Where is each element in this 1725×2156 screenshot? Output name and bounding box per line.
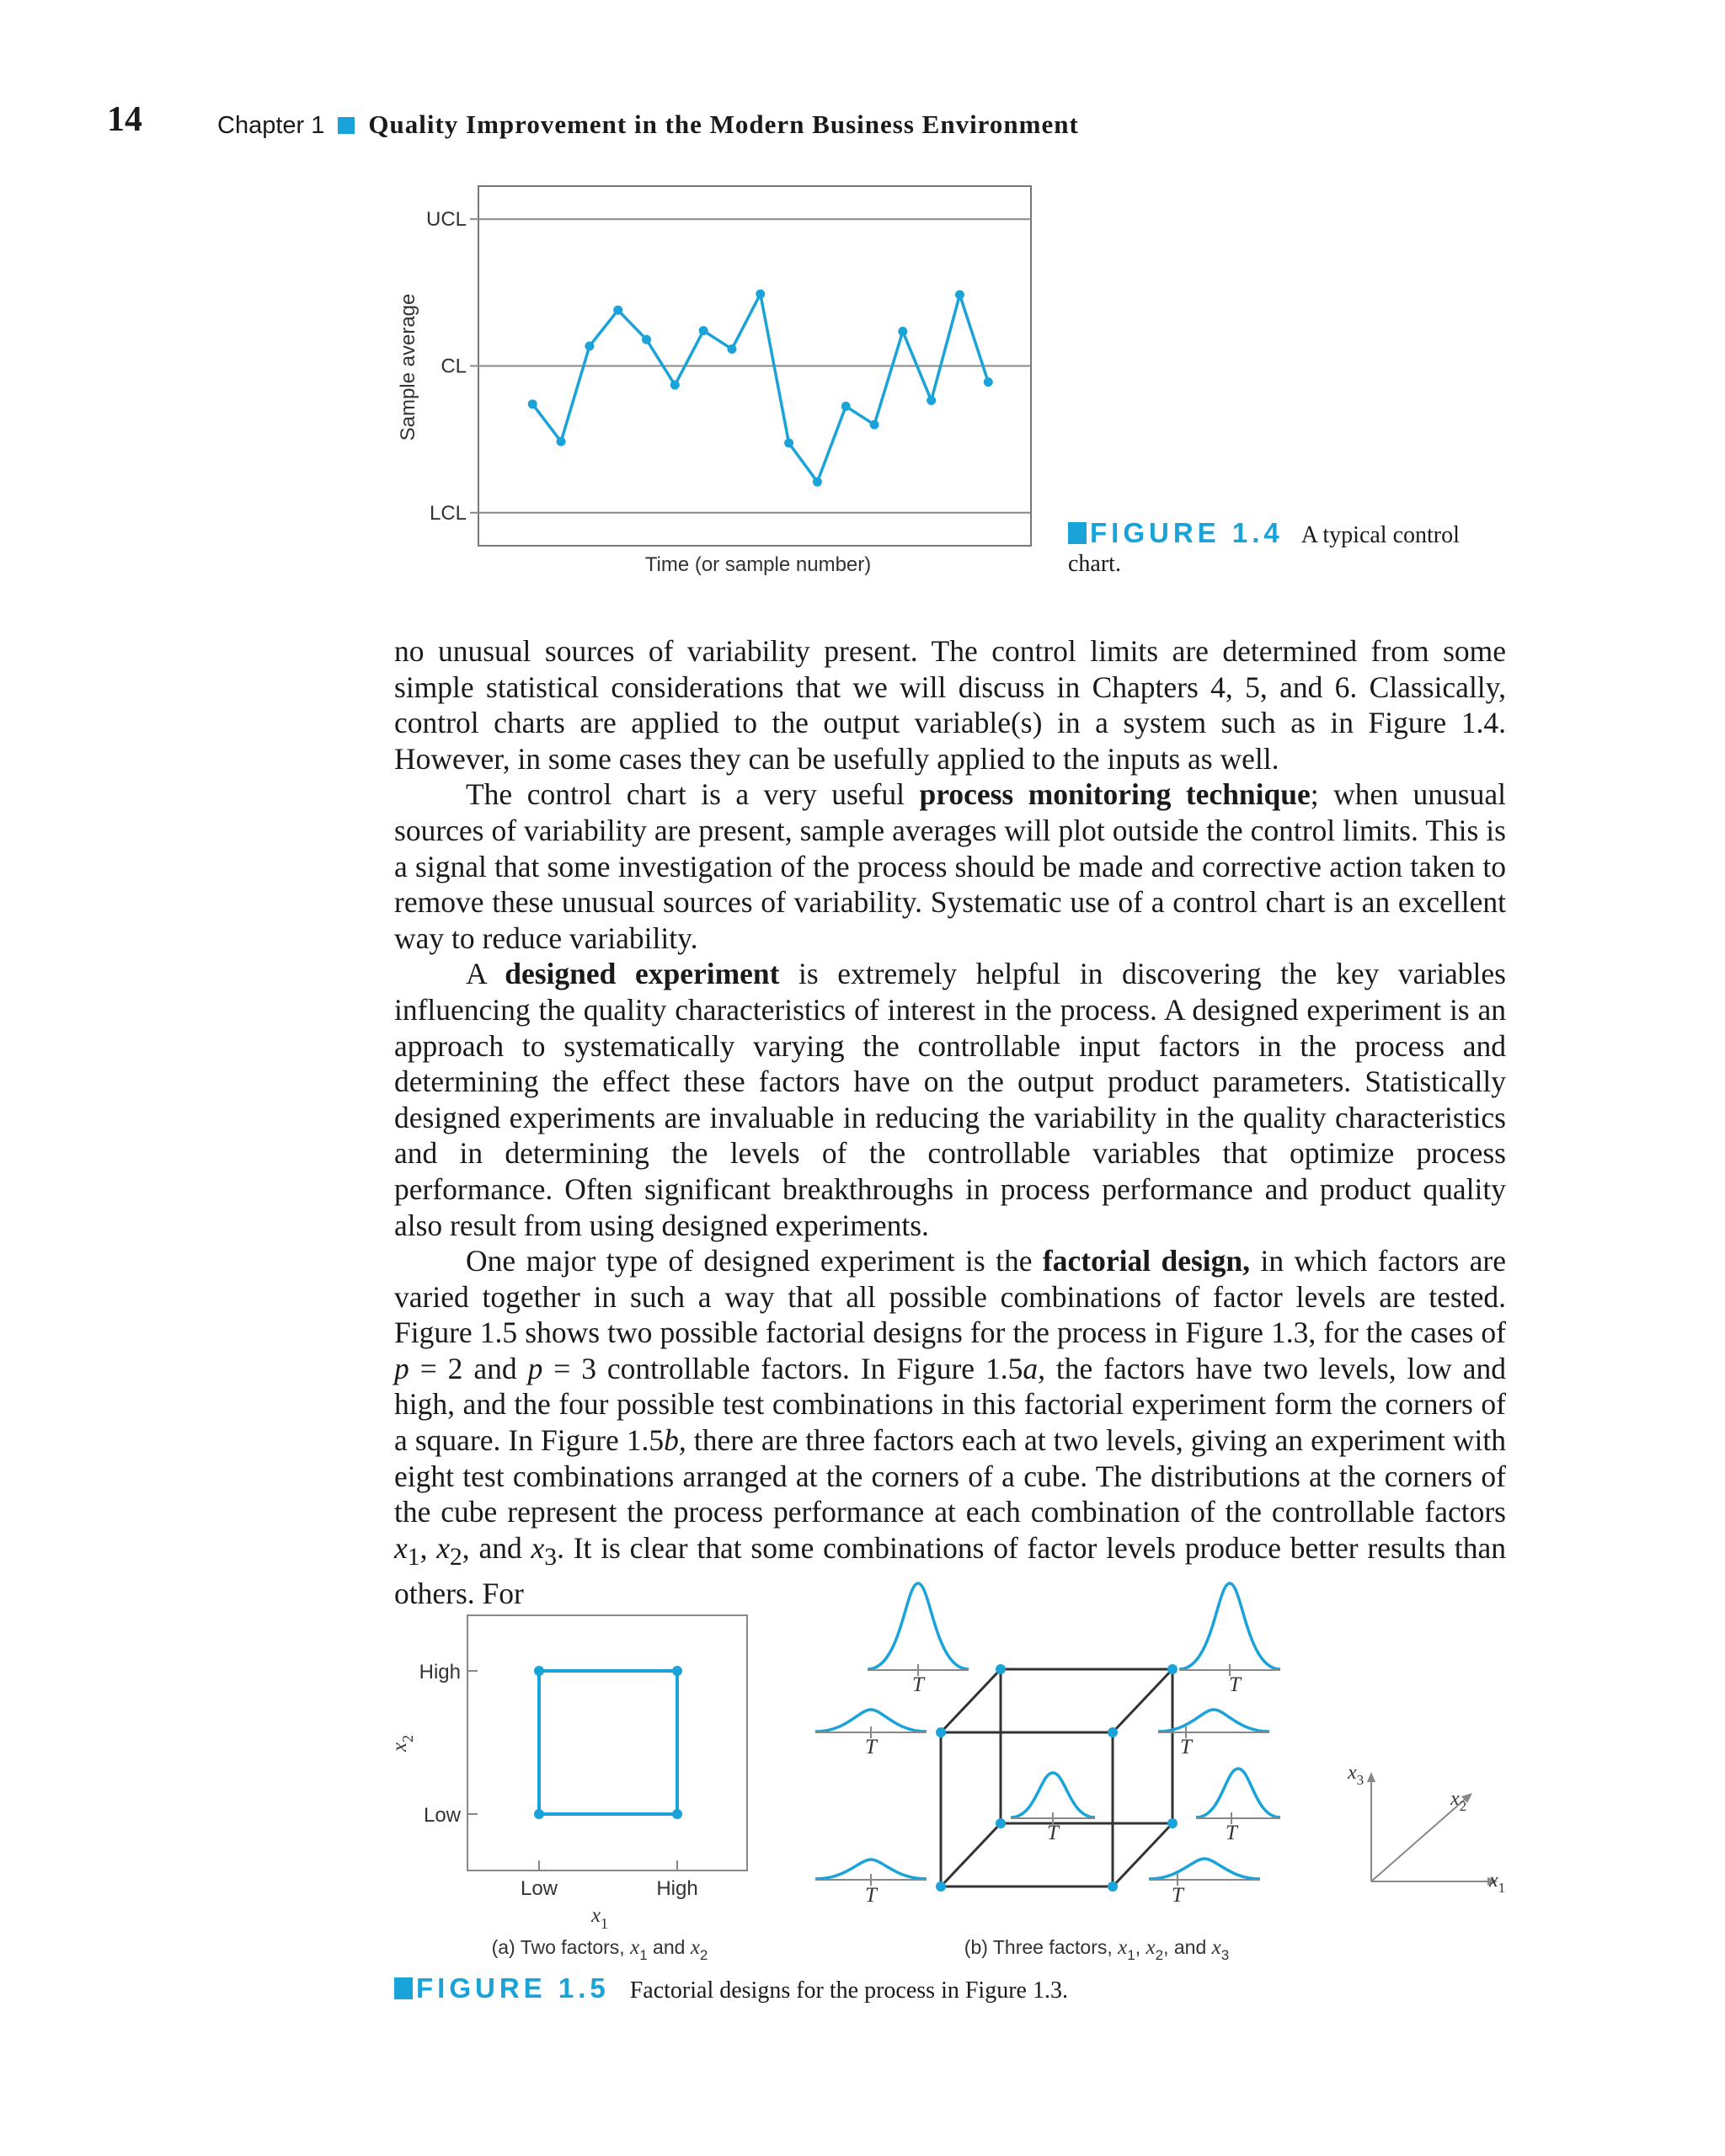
- sample-average-series-line: [532, 294, 988, 482]
- x-tick-high: High: [656, 1877, 698, 1900]
- body-text: [394, 633, 1506, 1611]
- figure-square-icon: [394, 1977, 413, 1999]
- distribution-curve: [1149, 1859, 1260, 1879]
- distribution-curve: [1179, 1583, 1280, 1669]
- panel-a-two-factor-square: [388, 1615, 747, 1963]
- design-point: [672, 1666, 682, 1676]
- sample-average-point: [557, 437, 566, 446]
- y-tick-high: High: [419, 1661, 461, 1684]
- control-limit-lines: [470, 219, 1031, 513]
- panel-b-caption: (b) Three factors, $x_1$, $x_2$, and $x_3$: [964, 1936, 1230, 1963]
- figure-1-5-caption: [394, 1972, 1068, 2004]
- sample-average-point: [813, 478, 822, 487]
- design-point: [672, 1809, 682, 1819]
- figure-1-4-label: FIGURE 1.4: [1090, 517, 1284, 548]
- target-label: T: [912, 1673, 924, 1696]
- distribution-curve: [1011, 1773, 1095, 1817]
- sample-average-point: [613, 306, 622, 315]
- figure-1-5-label: FIGURE 1.5: [416, 1972, 610, 2004]
- panel-a-ylabel: $x_2$: [388, 1734, 416, 1753]
- figure-1-4-caption-text: A typical control chart.: [1068, 522, 1460, 577]
- chapter-title: Quality Improvement in the Modern Business Environment: [368, 109, 1079, 139]
- target-label: T: [1229, 1673, 1241, 1696]
- design-point: [1108, 1727, 1118, 1737]
- x-axis-label: Time (or sample number): [644, 553, 872, 576]
- design-point: [1108, 1881, 1118, 1892]
- page-number: 14: [107, 100, 142, 139]
- term-designed-experiment: designed experiment: [505, 957, 780, 991]
- sample-average-point: [699, 326, 708, 335]
- target-label: T: [1180, 1736, 1192, 1758]
- figure-square-icon: [1068, 522, 1087, 544]
- paragraph-1: no unusual sources of variability present. The control limits are determined from some simple statistical considerations that we will discuss in Chapters 4, 5, and 6. Classically, control charts are applied to the output variable(s) in a system such as in Figure 1.4. However, in some cases they can be usefully applied to the inputs as well.: [394, 634, 1506, 776]
- figure-1-4-caption: [1068, 519, 1506, 579]
- term-process-monitoring: process monitoring technique: [919, 777, 1311, 812]
- panel-b-three-factor-cube: [815, 1583, 1505, 1963]
- sample-average-points: [528, 290, 993, 487]
- sample-average-point: [756, 290, 765, 299]
- distribution-curve: [1158, 1710, 1269, 1732]
- axis-label-x2: $x_2$: [1450, 1788, 1467, 1814]
- y-axis-label: Sample average: [397, 293, 419, 441]
- cube-edge: [1113, 1669, 1172, 1732]
- paragraph-3: A designed experiment is extremely helpful in discovering the key variables influencing the quality characteristics of interest in the process. A designed experiment is an approach to systematically varying the controllable input factors in the process and determining the effect these factors have on the output product parameters. Statistically designed experiments are invaluable in reducing the variability in the quality characteristics and in determining the levels of the controllable variables that optimize process performance. Often significant breakthroughs in process performance and product quality also result from using designed experiments.: [394, 957, 1506, 1242]
- sample-average-point: [784, 439, 793, 448]
- y-tick-label-cl: CL: [441, 355, 467, 378]
- axis-x2: [1371, 1797, 1467, 1881]
- factorial-design-figure: [0, 1558, 1725, 1971]
- target-label: T: [1226, 1822, 1237, 1844]
- design-point: [936, 1881, 946, 1892]
- design-point: [996, 1818, 1006, 1828]
- cube-edge: [941, 1823, 1001, 1886]
- sample-average-point: [727, 344, 736, 354]
- figure-1-5-caption-text: Factorial designs for the process in Figure 1.3.: [629, 1977, 1068, 2004]
- panel-a-xlabel: $x_1$: [590, 1904, 609, 1932]
- sample-average-point: [528, 399, 537, 408]
- sample-average-point: [870, 420, 879, 430]
- term-factorial-design: factorial design,: [1042, 1244, 1251, 1278]
- sample-average-point: [841, 402, 851, 411]
- sample-average-point: [984, 377, 993, 387]
- sample-average-point: [898, 327, 907, 336]
- y-tick-labels: [426, 208, 467, 525]
- chapter-label: Chapter 1: [217, 112, 325, 139]
- design-point: [936, 1727, 946, 1737]
- coordinate-axes: [1367, 1772, 1498, 1886]
- axis-arrow-icon: [1367, 1772, 1375, 1782]
- paragraph-4: One major type of designed experiment is the factorial design, in which factors are varied together in such a way that all possible combinations of factor levels are tested. Figure 1.5 shows two possible factorial designs for the process in Figure 1.3, for the cases of p = 2 and p = 3 controllable factors. In Figure 1.5a, the factors have two levels, low and high, and the four possible test combinations in this factorial experiment form the corners of a square. In Figure 1.5b, there are three factors each at two levels, giving an experiment with eight test combinations arranged at the corners of a cube. The distributions at the corners of the cube represent the process performance at each combination of the controllable factors $x_1$, $x_2$, and $x_3$. It is clear that some combinations of factor levels produce better results than others. For: [394, 1244, 1506, 1610]
- sample-average-point: [585, 341, 594, 350]
- paragraph-2: The control chart is a very useful process monitoring technique; when unusual sources of variability are present, sample averages will plot outside the control limits. This is a signal that some investigation of the process should be made and corrective action taken to remove these unusual sources of variability. Systematic use of a control chart is an excellent way to reduce variability.: [394, 777, 1506, 955]
- x-tick-low: Low: [520, 1877, 558, 1900]
- design-point: [534, 1809, 544, 1819]
- distribution-curve: [1196, 1769, 1280, 1817]
- design-point: [1167, 1664, 1178, 1674]
- target-label: T: [1047, 1822, 1059, 1844]
- axis-label-x1: $x_1$: [1489, 1870, 1506, 1896]
- target-labels: [865, 1673, 1242, 1907]
- cube-edge: [941, 1669, 1001, 1732]
- target-label: T: [865, 1736, 877, 1758]
- panel-a-frame: [467, 1615, 747, 1870]
- design-square: [539, 1671, 677, 1814]
- y-tick-label-ucl: UCL: [425, 208, 467, 232]
- cube-edges: [941, 1669, 1172, 1886]
- target-label: T: [865, 1884, 877, 1907]
- sample-average-point: [670, 381, 680, 390]
- distribution-curve: [868, 1583, 969, 1669]
- y-tick-label-lcl: LCL: [429, 501, 467, 525]
- design-point: [1167, 1818, 1178, 1828]
- sample-average-point: [642, 335, 651, 344]
- design-point: [534, 1666, 544, 1676]
- panel-a-caption: (a) Two factors, $x_1$ and $x_2$: [491, 1936, 708, 1963]
- sample-average-point: [927, 396, 936, 405]
- design-point: [996, 1664, 1006, 1674]
- y-tick-low: Low: [423, 1804, 461, 1827]
- sample-average-point: [955, 290, 964, 299]
- control-chart-figure: [0, 0, 1725, 606]
- target-label: T: [1172, 1884, 1183, 1907]
- axis-label-x3: $x_3$: [1348, 1762, 1365, 1788]
